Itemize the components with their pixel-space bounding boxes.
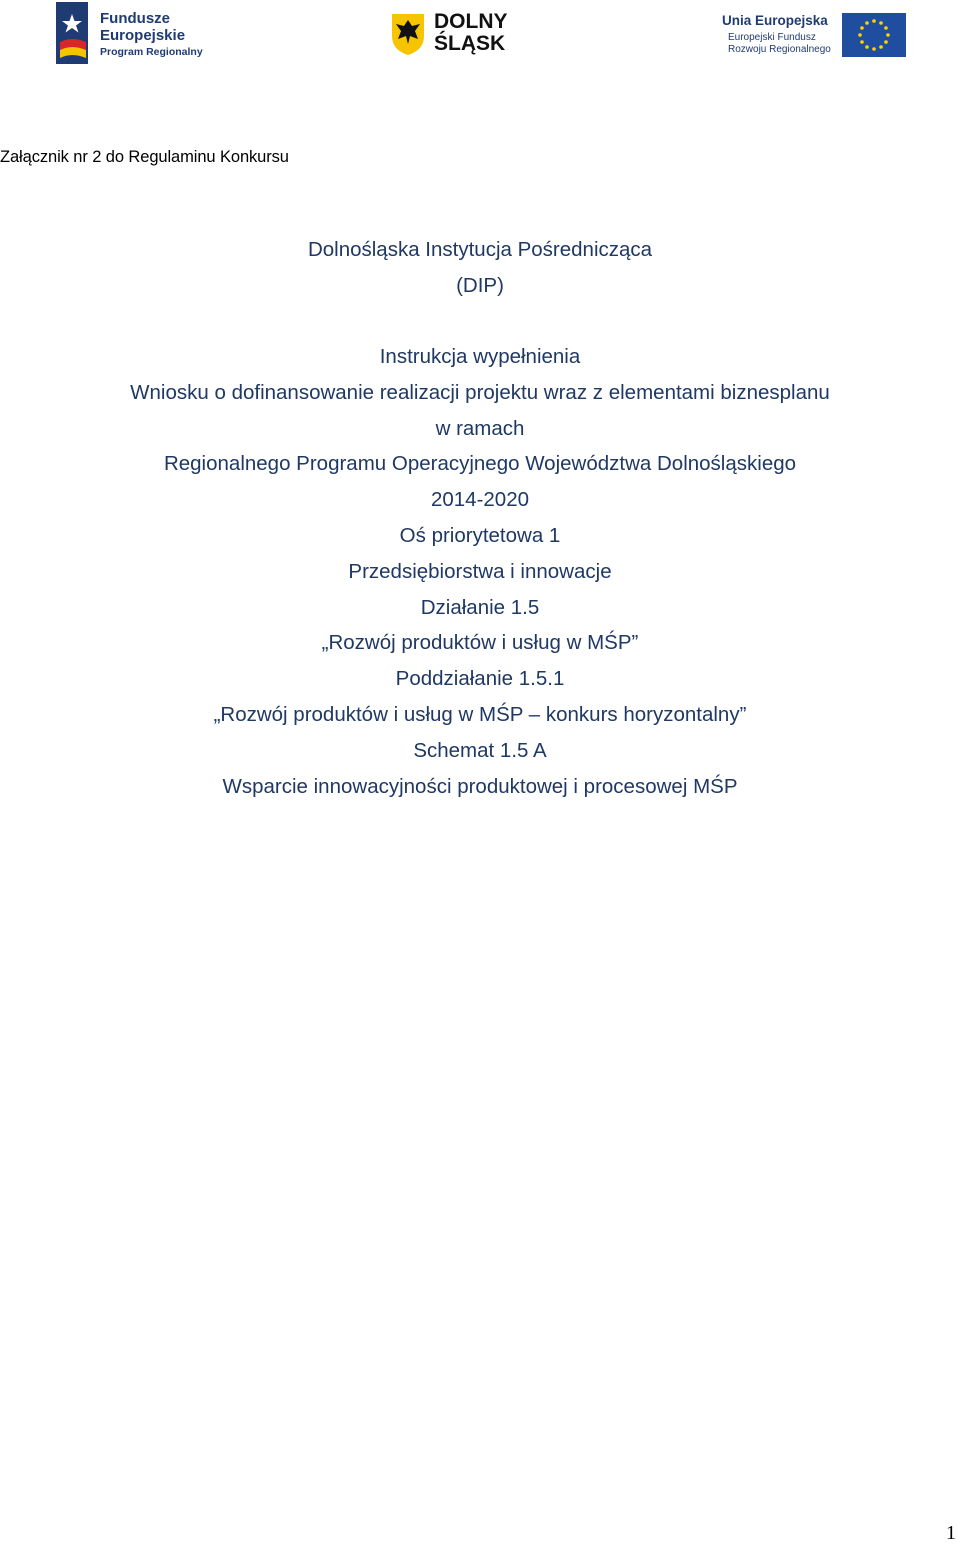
dolny-slask-logo <box>390 10 530 60</box>
title-in-frame: w ramach <box>435 416 525 440</box>
institution-abbr: (DIP) <box>456 273 504 297</box>
title-measure-name: „Rozwój produktów i usług w MŚP” <box>321 631 639 655</box>
eagle-coat-of-arms-icon <box>390 12 426 56</box>
title-axis-name: Przedsiębiorstwa i innowacje <box>348 559 612 583</box>
title-priority-axis: Oś priorytetowa 1 <box>399 523 561 547</box>
title-scheme: Schemat 1.5 A <box>413 738 547 762</box>
logo-bar <box>0 0 960 70</box>
dolny-slask-line2: ŚLĄSK <box>434 32 506 55</box>
title-submeasure-name: „Rozwój produktów i usług w MŚP – konkurs horyzontalny” <box>213 702 747 726</box>
title-measure: Działanie 1.5 <box>420 595 540 619</box>
title-program: Regionalnego Programu Operacyjnego Województwa Dolnośląskiego <box>163 452 797 476</box>
document-title-block <box>0 339 960 804</box>
fundusze-europejskie-logo <box>56 2 206 64</box>
title-scheme-name: Wsparcie innowacyjności produktowej i procesowej MŚP <box>222 774 738 798</box>
unia-line1: Unia Europejska <box>722 13 828 28</box>
title-period: 2014-2020 <box>430 488 530 512</box>
title-submeasure: Poddziałanie 1.5.1 <box>395 667 565 691</box>
unia-line2: Europejski Fundusz <box>728 32 816 43</box>
title-application: Wniosku o dofinansowanie realizacji projektu wraz z elementami biznesplanu <box>130 380 830 404</box>
fundusze-emblem-icon <box>56 2 92 64</box>
fundusze-line3: Program Regionalny <box>100 46 203 58</box>
annex-label: Załącznik nr 2 do Regulaminu Konkursu <box>0 148 289 166</box>
page-number: 1 <box>946 1522 956 1544</box>
eu-flag-icon <box>842 13 906 57</box>
institution-name: Dolnośląska Instytucja Pośrednicząca <box>307 238 653 261</box>
title-instruction: Instrukcja wypełnienia <box>379 345 581 368</box>
unia-europejska-logo <box>720 10 910 60</box>
fundusze-line1: Fundusze <box>100 10 170 27</box>
institution-block <box>0 232 960 304</box>
dolny-slask-line1: DOLNY <box>434 10 508 33</box>
fundusze-line2: Europejskie <box>100 27 186 44</box>
unia-line3: Rozwoju Regionalnego <box>728 44 831 55</box>
